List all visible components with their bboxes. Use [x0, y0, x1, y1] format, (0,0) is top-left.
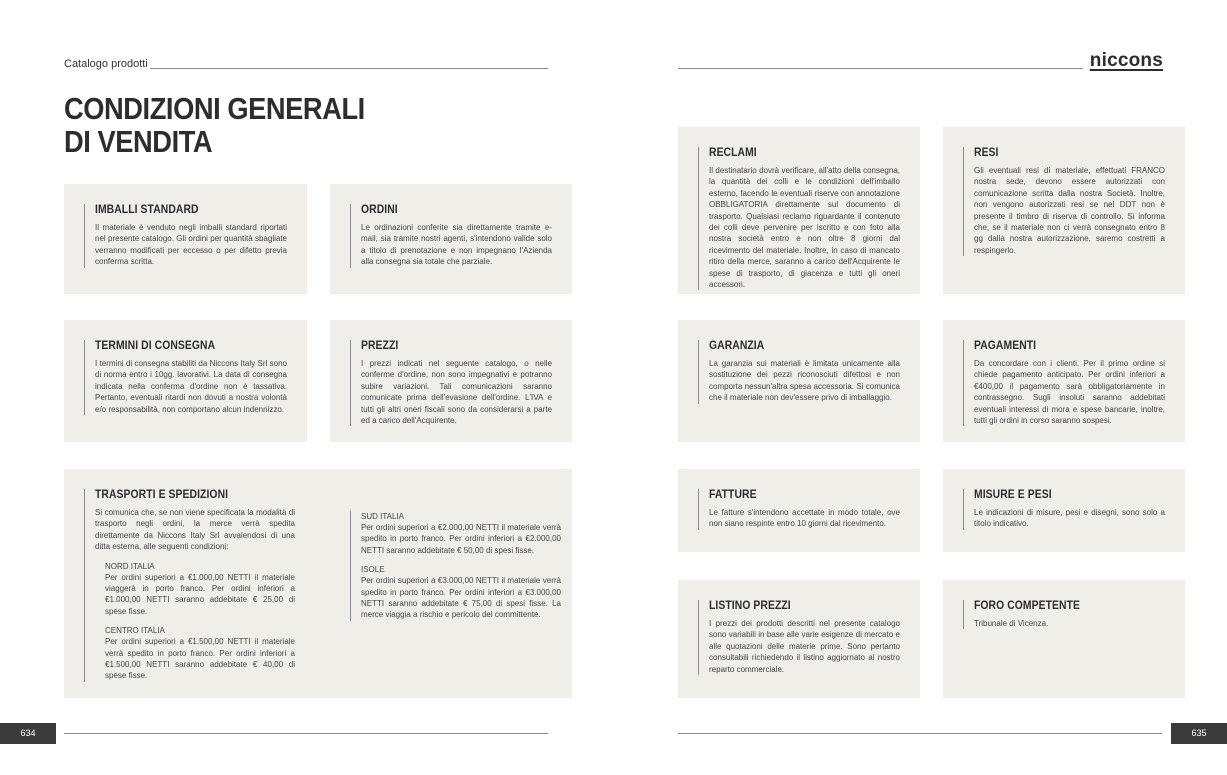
zone-label: SUD ITALIA — [361, 512, 404, 521]
section-title: FORO COMPETENTE — [974, 600, 1081, 612]
section-title: PREZZI — [361, 340, 399, 352]
section-text: I termini di consegna stabiliti da Niccons Italy Srl sono di norma entro i 10gg. lavorativi. La data di consegna indicata nella conferma d'ordine non è tassativa. Pertanto, eventuali ritardi non dovuti a nostra volontà e/o responsabilità, non comportano alcun indennizzo. — [95, 359, 287, 414]
header-rule-right — [678, 68, 1083, 69]
section-text: I prezzi dei prodotti descritti nel presente catalogo sono variabili in base alle varie esigenze di mercato e alle quotazioni delle materie prime. Sono pertanto consultabili richiedendo il listino aggiornato al nostro reparto commerciale. — [709, 619, 900, 674]
shipping-zone-nord — [95, 561, 295, 618]
section-text: Si comunica che, se non viene specificata la modalità di trasporto negli ordini, la merce verrà spedita direttamente da Niccons Italy Srl avvalendosi di una ditta esterna, alle seguenti condizioni: — [95, 508, 295, 552]
page-title-line1: CONDIZIONI GENERALI — [64, 91, 365, 126]
zone-label: ISOLE — [361, 565, 385, 575]
section-termini — [64, 320, 307, 442]
section-title: GARANZIA — [709, 340, 765, 352]
zone-text: Per ordini superiori a €1.000,00 NETTI il materiale viaggerà in porto franco. Per ordini inferiori a €1.000,00 NETTI saranno addebitate € 25,00 di spese fisse. — [105, 572, 295, 616]
section-imballi — [64, 184, 307, 294]
footer-rule-left — [64, 733, 548, 734]
page-title — [64, 92, 365, 158]
section-title: TERMINI DI CONSEGNA — [95, 340, 216, 352]
section-title: RECLAMI — [709, 147, 757, 159]
page-title-line2: DI VENDITA — [64, 124, 213, 159]
zone-label: NORD ITALIA — [105, 561, 155, 571]
section-misure — [943, 469, 1185, 552]
section-title: IMBALLI STANDARD — [95, 204, 199, 216]
zone-text: Per ordini superiori a €2.000,00 NETTI il materiale verrà spedito in porto franco. Per ordini inferiori a €2.000,00 NETTI saranno addebitate € 50,00 di spesi fisse. — [361, 523, 561, 555]
section-text: Da concordare con i clienti. Per il primo ordine si chiede pagamento anticipato. Per ordini inferiori a €400,00 il pagamento sarà obbligatoriamente in contrassegno. Sugli insoluti saranno addebitati eventuali interessi di mora e spese bancarie, inoltre, tutti gli ordini in corso saranno sospesi. — [974, 359, 1165, 426]
page-number-right: 635 — [1171, 723, 1227, 744]
section-garanzia — [678, 320, 920, 442]
zone-text: Per ordini superiori a €3.000,00 NETTI il materiale verrà spedito in porto franco. Per ordini inferiori a €3.000,00 NETTI saranno addebitate € 75,00 di spesi fisse. La merce viaggia a rischio e pericolo del committente. — [361, 576, 561, 620]
header-rule-left — [150, 68, 548, 69]
section-title: PAGAMENTI — [974, 340, 1037, 352]
section-reclami — [678, 127, 920, 294]
shipping-zones-right — [350, 511, 561, 621]
section-text: Il destinatario dovrà verificare, all'atto della consegna, la quantità dei colli e le condizioni dell'imballo esterno, facendo le eventuali riserve con annotazione OBBLIGATORIA direttamente sul documento di trasporto. Qualsiasi reclamo riguardante il contenuto dei colli deve pervenire per iscritto e con foto alla nostra società entro e non oltre 8 giorni dal ricevimento del materiale. Inoltre, in caso di mancato ritiro della merce, saranno a carico dell'Acquirente le spese di trasporto, di giacenza e tutti gli oneri accessori. — [709, 166, 900, 290]
section-listino — [678, 580, 920, 698]
section-label: Catalogo prodotti — [64, 58, 148, 70]
section-text: La garanzia sui materiali è limitata unicamente alla sostituzione dei pezzi riconosciuti difettosi e non comporta nessun'altra spesa accessoria. Si comunica che il materiale non dev'essere privo di imballaggio. — [709, 359, 900, 403]
section-text: Le ordinazioni conferite sia direttamente tramite e-mail, sia tramite nostri agenti, s'intendono valide solo a titolo di prenotazione e non impegnano l'Azienda alla consegna sia totale che parziale. — [361, 223, 552, 267]
section-prezzi — [330, 320, 572, 442]
zone-text: Per ordini superiori a €1.500,00 NETTI il materiale verrà spedito in porto franco. Per ordini inferiori a €1.500,00 NETTI saranno addebitate € 40,00 di spese fisse. — [105, 637, 295, 681]
page-number-left: 634 — [0, 723, 56, 744]
shipping-zone-isole — [361, 564, 561, 621]
section-title: MISURE E PESI — [974, 489, 1052, 501]
section-text: I prezzi indicati nel seguente catalogo, o nelle conferme d'ordine, non sono impegnativi e potranno subire variazioni. Tali comunicazioni saranno comunicate prima dell'evasione dell'ordine. L'IVA e tutti gli altri oneri fiscali sono da considerarsi a parte ed a carico dell'Acquirente. — [361, 359, 552, 426]
section-text: Le fatture s'intendono accettate in modo totale, ove non siano respinte entro 10 giorni dal ricevimento. — [709, 508, 900, 529]
section-text: Gli eventuali resi di materiale, effettuati FRANCO nostra sede, devono essere autorizzati con comunicazione scritta dalla nostra Società. Inoltre, non vengono autorizzati resi se nel DDT non è presente il timbro di riserva di controllo. Si informa che, se il materiale non ci verrà consegnato entro 8 gg dalla nostra autorizzazione, saremo costretti a respingerlo. — [974, 166, 1165, 255]
shipping-zone-centro — [95, 625, 295, 682]
section-title: TRASPORTI E SPEDIZIONI — [95, 489, 229, 501]
section-text: Il materiale è venduto negli imballi standard riportati nel presente catalogo. Gli ordini per quantità sbagliate verranno modificati per eccesso o per difetto previa conferma scritta. — [95, 223, 287, 267]
section-resi — [943, 127, 1185, 294]
section-title: FATTURE — [709, 489, 757, 501]
section-pagamenti — [943, 320, 1185, 442]
section-text: Le indicazioni di misure, pesi e disegni, sono solo a titolo indicativo. — [974, 508, 1165, 529]
zone-label: CENTRO ITALIA — [105, 626, 165, 636]
brand-logo: niccons — [1089, 50, 1163, 71]
section-text: Tribunale di Vicenza. — [974, 619, 1049, 628]
section-title: ORDINI — [361, 204, 398, 216]
section-fatture — [678, 469, 920, 552]
section-title: RESI — [974, 147, 999, 159]
section-ordini — [330, 184, 572, 294]
section-foro — [943, 580, 1185, 698]
section-title: LISTINO PREZZI — [709, 600, 791, 612]
shipping-zone-sud — [361, 511, 561, 556]
footer-rule-right — [678, 733, 1162, 734]
section-trasporti — [64, 469, 572, 698]
